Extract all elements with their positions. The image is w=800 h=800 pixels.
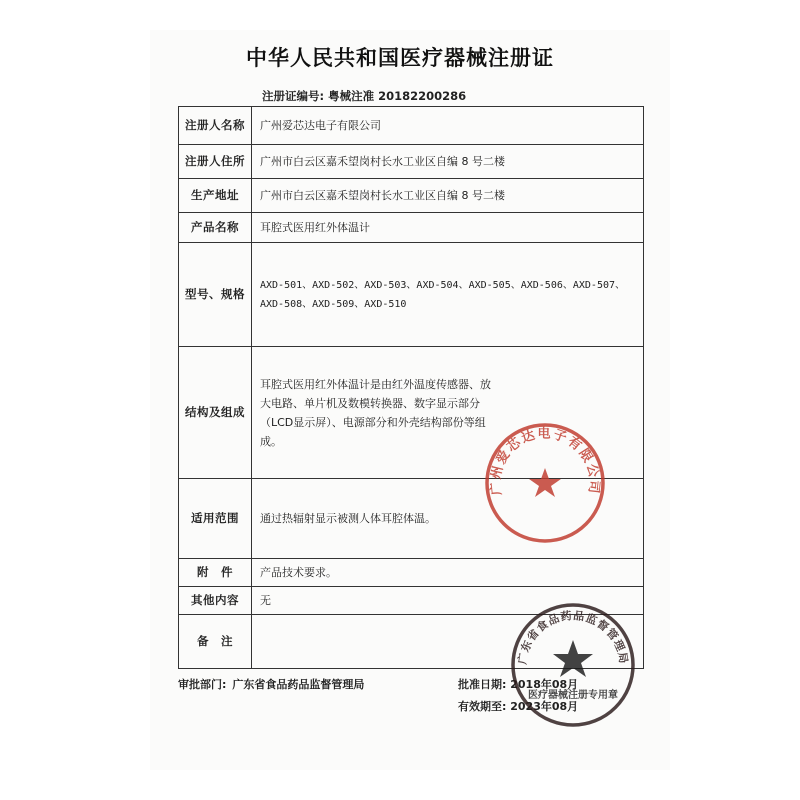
valid-until-label: 有效期至: [458,700,507,713]
agency-seal-center-text: 医疗器械注册专用章 [528,690,618,701]
registrant-name-label: 注册人名称 [179,107,252,145]
registrant-name-value: 广州爱芯达电子有限公司 [252,107,644,145]
scope-value: 通过热辐射显示被测人体耳腔体温。 [252,479,644,559]
registrant-address-label: 注册人住所 [179,145,252,179]
certificate-table [178,106,644,669]
approval-date-value: 2018年08月 [510,678,579,691]
attachment-value: 产品技术要求。 [252,559,644,587]
other-content-value: 无 [252,587,644,615]
table-row [179,559,644,587]
model-spec-value: AXD-501、AXD-502、AXD-503、AXD-504、AXD-505、AXD-506、AXD-507、AXD-508、AXD-509、AXD-510 [252,243,644,347]
approval-date-label: 批准日期: [458,678,507,691]
approval-department-label: 审批部门: [178,678,227,691]
agency-seal-stamp [506,598,640,732]
table-row [179,243,644,347]
star-icon [529,468,561,497]
star-icon [553,640,593,677]
model-spec-label: 型号、规格 [179,243,252,347]
agency-seal-text: 广东省食品药品监督管理局 [515,609,631,666]
production-address-label: 生产地址 [179,179,252,213]
attachment-label: 附 件 [179,559,252,587]
registrant-address-value: 广州市白云区嘉禾望岗村长水工业区自编 8 号二楼 [252,145,644,179]
registration-number-label: 注册证编号: [262,89,325,103]
certificate-title: 中华人民共和国医疗器械注册证 [246,46,554,70]
product-name-label: 产品名称 [179,213,252,243]
registration-number-value: 粤械注准 20182200286 [328,89,467,103]
approval-department [178,676,370,692]
production-address-value: 广州市白云区嘉禾望岗村长水工业区自编 8 号二楼 [252,179,644,213]
approval-department-value: 广东省食品药品监督管理局 [232,678,365,691]
valid-until-value: 2023年08月 [510,700,579,713]
scope-label: 适用范围 [179,479,252,559]
company-seal-stamp [480,418,610,548]
remarks-label: 备 注 [179,615,252,669]
table-row [179,145,644,179]
table-row [179,213,644,243]
table-row [179,107,644,145]
registration-number [262,88,470,104]
structure-label: 结构及组成 [179,347,252,479]
other-content-label: 其他内容 [179,587,252,615]
product-name-value: 耳腔式医用红外体温计 [252,213,644,243]
structure-value: 耳腔式医用红外体温计是由红外温度传感器、放大电路、单片机及数模转换器、数字显示部分（LCD显示屏）、电源部分和外壳结构部份等组成。 [252,347,644,479]
table-row [179,179,644,213]
company-seal-text: 广州爱芯达电子有限公司 [488,426,602,496]
